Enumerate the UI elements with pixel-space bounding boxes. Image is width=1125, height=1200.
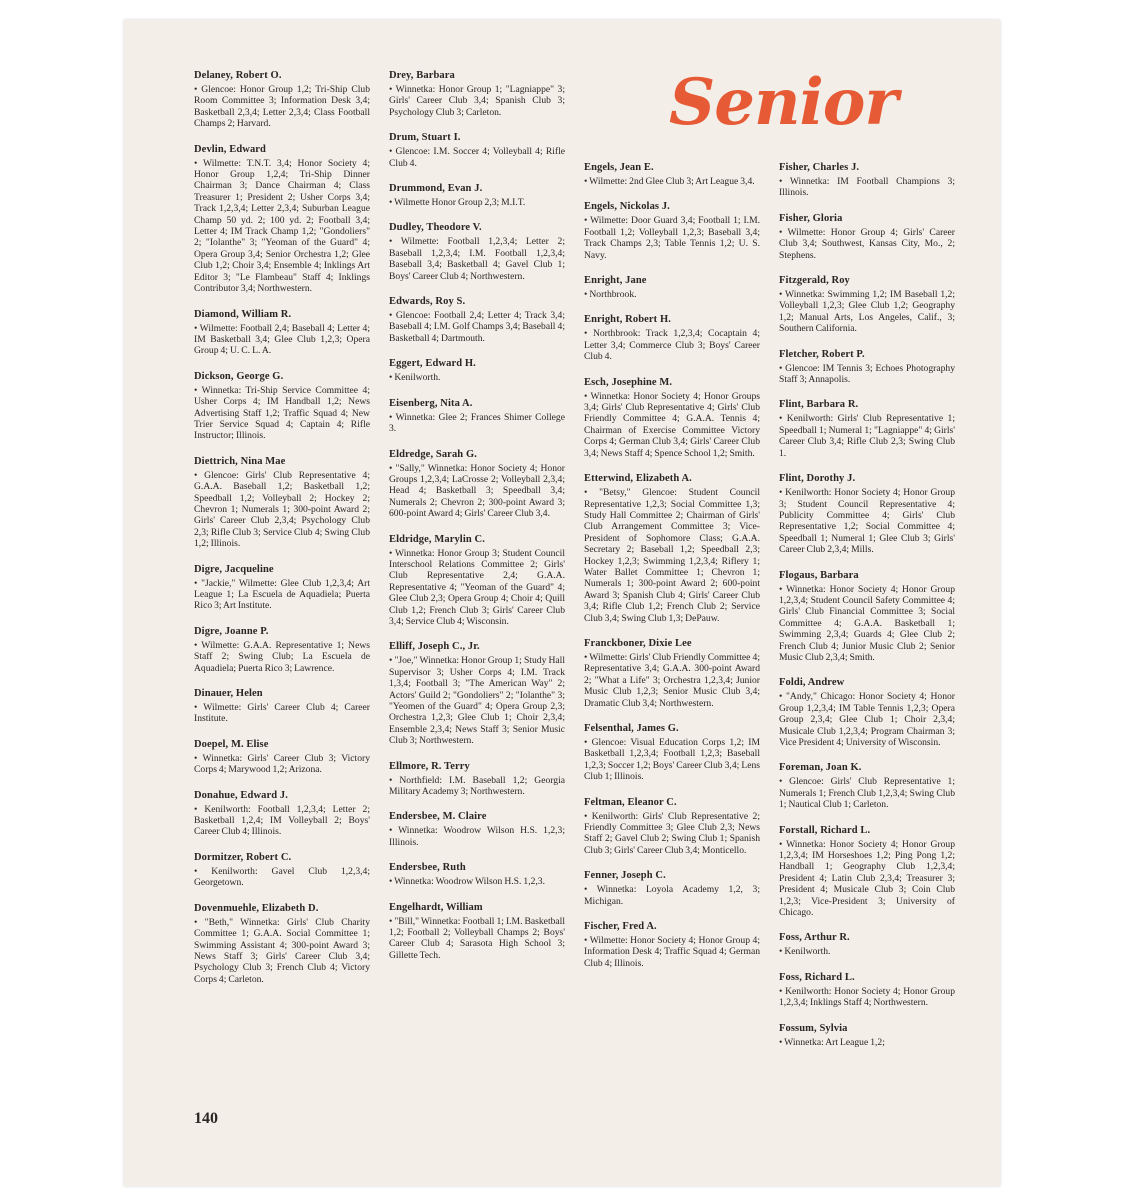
student-activities: • "Bill," Winnetka: Football 1; I.M. Basketball 1,2; Football 2; Volleyball Champs 2; Boys' Career Club 4; Sarasota High School 3; Gillette Tech.: [389, 915, 565, 961]
student-activities: • Winnetka: Girls' Career Club 3; Victory Corps 4; Marywood 1,2; Arizona.: [194, 752, 370, 776]
student-name: Fischer, Fred A.: [584, 921, 657, 933]
student-activities: • Wilmette: Honor Society 4; Honor Group 4; Information Desk 4; Traffic Squad 4; German Club 4; Illinois.: [584, 935, 760, 969]
student-activities: • Wilmette: Door Guard 3,4; Football 1; I.M. Football 1,2; Volleyball 1,2,3; Baseball 3,4; Track Champs 2,3; Table Tennis 1,2; U. S. Navy.: [584, 215, 760, 261]
student-name: Endersbee, Ruth: [389, 862, 466, 874]
student-entry: [779, 1023, 955, 1048]
student-activities: • Glencoe: Girls' Club Representative 1; Numerals 1; French Club 1,2,3,4; Swing Club 1; Nautical Club 1; Carleton.: [779, 776, 955, 811]
student-name: Foldi, Andrew: [779, 677, 845, 689]
section-heading: Senior: [669, 65, 898, 140]
student-entry: [194, 371, 370, 442]
student-name: Engelhardt, William: [389, 901, 483, 913]
student-activities: • Winnetka: Honor Society 4; Honor Groups 3,4; Girls' Club Representative 4; Girls' Club Friendly Committee 4; G.A.A. Tennis 4; Chairman of Exercise Committee Victory Corps 4; German Club 3,4; Girls' Career Club 3,4; News Staff 4; Spence School 1,2; Smith.: [584, 390, 760, 459]
student-entry: [779, 473, 955, 555]
student-name: Elliff, Joseph C., Jr.: [389, 641, 480, 653]
student-activities: • Wilmette: G.A.A. Representative 1; News Staff 2; Swing Club; La Escuela de Aquadiela; Puerta Rico 3; Lawrence.: [194, 639, 370, 674]
student-entry: [779, 570, 955, 664]
student-activities: • Kenilworth: Girls' Club Representative 2; Friendly Committee 3; Glee Club 2,3; News Staff 2; Gavel Club 2; Swing Club 1; Spanish Club 3; Girls' Career Club 3,4; Monticello.: [584, 810, 760, 856]
student-entry: [584, 638, 760, 709]
student-entry: [389, 358, 565, 383]
student-activities: • Northbrook: Track 1,2,3,4; Cocaptain 4; Letter 3,4; Commerce Club 3; Boys' Career Club 4.: [584, 328, 760, 363]
student-entry: [779, 349, 955, 386]
student-name: Flint, Dorothy J.: [779, 473, 856, 485]
student-name: Devlin, Edward: [194, 143, 266, 155]
student-name: Drey, Barbara: [389, 70, 455, 81]
student-entry: [389, 449, 565, 520]
student-name: Eggert, Edward H.: [389, 358, 476, 370]
student-activities: • Kenilworth.: [779, 946, 831, 958]
student-entry: [584, 377, 760, 459]
student-entry: [194, 456, 370, 550]
student-entry: [389, 183, 565, 208]
student-name: Flint, Barbara R.: [779, 399, 859, 411]
student-activities: • Kenilworth: Football 1,2,3,4; Letter 2; Basketball 1,2,4; IM Volleyball 2; Boys' Career Club 4; Illinois.: [194, 803, 370, 838]
student-activities: • Kenilworth: Gavel Club 1,2,3,4; Georgetown.: [194, 865, 370, 889]
student-entry: [194, 688, 370, 725]
student-entry: [389, 70, 565, 118]
student-entry: [389, 761, 565, 798]
student-activities: • Winnetka: Loyola Academy 1,2, 3; Michigan.: [584, 884, 760, 907]
student-activities: • Glencoe: Football 2,4; Letter 4; Track 3,4; Baseball 4; I.M. Golf Champs 3,4; Baseball 4; Basketball 4; Dartmouth.: [389, 310, 565, 344]
student-entry: [194, 739, 370, 776]
student-entry: [584, 921, 760, 969]
student-entry: [584, 797, 760, 857]
student-activities: • Glencoe: Girls' Club Representative 4; G.A.A. Baseball 1,2; Basketball 1,2; Speedball 1,2; Volleyball 2; Hockey 2; Chevron 1; Numerals 1; 300-point Award 2; Girls' Career Club 2,3,4; Psychology Club 2,3; Rifle Club 3; Service Club 4; Swing Club 1,2; Illinois.: [194, 469, 370, 550]
student-activities: • Wilmette: Honor Group 4; Girls' Career Club 3,4; Southwest, Kansas City, Mo., 2; Stephens.: [779, 226, 955, 261]
student-entry: [389, 641, 565, 746]
column-1: [194, 70, 370, 999]
student-name: Eldredge, Sarah G.: [389, 448, 477, 460]
student-name: Ellmore, R. Terry: [389, 760, 470, 772]
page-number: 140: [194, 1110, 218, 1127]
student-activities: • Kenilworth: Honor Society 4; Honor Group 1,2,3,4; Inklings Staff 4; Northwestern.: [779, 985, 955, 1009]
student-entry: [389, 296, 565, 344]
student-name: Eldridge, Marylin C.: [389, 533, 485, 545]
student-entry: [779, 972, 955, 1009]
student-name: Engels, Nickolas J.: [584, 201, 670, 213]
student-activities: • Winnetka: Swimming 1,2; IM Baseball 1,2; Volleyball 1,2,3; Glee Club 1,2; Geography 1,2; Manual Arts, Los Angeles, Calif., 3; Southern California.: [779, 289, 955, 335]
student-activities: • Wilmette: 2nd Glee Club 3; Art League 3,4.: [584, 176, 755, 187]
student-activities: • Wilmette: Football 1,2,3,4; Letter 2; Baseball 1,2,3,4; I.M. Football 1,2,3,4; Baseball 3,4; Basketball 4; Gavel Club 1; Boys' Career Club 4; Northwestern.: [389, 236, 565, 282]
student-name: Digre, Joanne P.: [194, 625, 269, 637]
student-name: Franckboner, Dixie Lee: [584, 637, 692, 649]
student-activities: • Winnetka: Woodrow Wilson H.S. 1,2,3; Illinois.: [389, 825, 565, 848]
student-name: Fenner, Joseph C.: [584, 870, 666, 882]
student-activities: • Wilmette: T.N.T. 3,4; Honor Society 4; Honor Group 1,2,4; Tri-Ship Dinner Chairman 3; Dance Chairman 4; Class Treasurer 1; President 2; Usher Corps 3,4; Track 1,2,3,4; Letter 2,3,4; Suburban League Champ 50 yd. 2; 100 yd. 2; Football 3,4; Letter 4; IM Track Champ 1,2; "Gondoliers" 2; "Iolanthe" 3; "Yeoman of the Guard" 4; Opera Group 3,4; Senior Orchestra 1,2; Glee Club 1,2; Choir 3,4; Ensemble 4; Inklings Art Editor 3; "Le Flambeau" Staff 4; Inklings Contributor 3,4; Northwestern.: [194, 157, 370, 295]
student-entry: [389, 811, 565, 848]
student-name: Fossum, Sylvia: [779, 1022, 848, 1034]
student-name: Enright, Jane: [584, 275, 647, 287]
student-name: Drummond, Evan J.: [389, 183, 483, 195]
student-name: Drum, Stuart I.: [389, 132, 461, 144]
student-activities: • Winnetka: Woodrow Wilson H.S. 1,2,3.: [389, 876, 545, 888]
student-activities: • Northbrook.: [584, 289, 637, 301]
student-entry: [389, 902, 565, 962]
student-name: Dudley, Theodore V.: [389, 222, 482, 234]
student-name: Enright, Robert H.: [584, 314, 671, 326]
student-name: Feltman, Eleanor C.: [584, 796, 677, 808]
student-entry: [584, 275, 760, 300]
student-activities: • Glencoe: I.M. Soccer 4; Volleyball 4; Rifle Club 4.: [389, 146, 565, 169]
student-entry: [194, 790, 370, 838]
student-activities: • Winnetka: Glee 2; Frances Shimer College 3.: [389, 411, 565, 435]
yearbook-page: [124, 20, 1000, 1186]
student-entry: [584, 201, 760, 261]
student-entry: [389, 862, 565, 887]
student-name: Fitzgerald, Roy: [779, 275, 850, 287]
student-name: Dovenmuehle, Elizabeth D.: [194, 902, 319, 914]
student-name: Esch, Josephine M.: [584, 376, 673, 388]
student-entry: [779, 825, 955, 919]
student-activities: • Winnetka: IM Football Champions 3; Illinois.: [779, 176, 955, 199]
student-name: Endersbee, M. Claire: [389, 811, 487, 823]
student-entry: [779, 762, 955, 810]
student-name: Diettrich, Nina Mae: [194, 455, 286, 467]
student-name: Eisenberg, Nita A.: [389, 397, 473, 409]
student-name: Edwards, Roy S.: [389, 296, 466, 308]
student-entry: [779, 213, 955, 261]
student-entry: [584, 870, 760, 907]
student-name: Foss, Richard L.: [779, 971, 855, 983]
student-name: Foreman, Joan K.: [779, 762, 862, 774]
student-name: Doepel, M. Elise: [194, 738, 269, 750]
student-activities: • Wilmette: Football 2,4; Baseball 4; Letter 4; IM Basketball 3,4; Glee Club 1,2,3; Opera Group 4; U. C. L. A.: [194, 322, 370, 357]
student-entry: [194, 70, 370, 130]
student-activities: • Glencoe: IM Tennis 3; Echoes Photography Staff 3; Annapolis.: [779, 362, 955, 386]
student-activities: • Wilmette: Girls' Club Friendly Committee 4; Representative 3,4; G.A.A. 300-point Award 2; "What a Life" 3; Orchestra 1,2,3,4; Junior Music Club 1,2,3; Senior Music Club 3,4; Dramatic Club 3,4; Northwestern.: [584, 651, 760, 709]
student-entry: [389, 222, 565, 282]
column-3: [584, 162, 760, 983]
student-entry: [584, 314, 760, 362]
student-name: Delaney, Robert O.: [194, 70, 282, 81]
student-name: Dickson, George G.: [194, 370, 284, 382]
student-name: Fletcher, Robert P.: [779, 348, 865, 360]
student-name: Fisher, Charles J.: [779, 162, 860, 173]
student-activities: • Kenilworth.: [389, 372, 441, 384]
student-entry: [779, 275, 955, 335]
student-activities: • Winnetka: Tri-Ship Service Committee 4; Usher Corps 4; IM Handball 1,2; News Advertising Staff 1,2; Traffic Squad 4; New Trier Service Squad 4; Captain 4; Rifle Instructor; Illinois.: [194, 384, 370, 442]
student-name: Etterwind, Elizabeth A.: [584, 473, 692, 485]
student-entry: [194, 564, 370, 612]
student-entry: [194, 309, 370, 357]
student-activities: • Winnetka: Honor Society 4; Honor Group 1,2,3,4; Student Council Safety Committee 4; Girls' Club Financial Committee 3; Social Committee 4; G.A.A. Basketball 1; Swimming 2,3,4; Guards 4; Glee Club 2; French Club 4; Junior Music Club 2; Senior Music Club 2,3,4; Smith.: [779, 583, 955, 663]
student-activities: • Wilmette: Girls' Career Club 4; Career Institute.: [194, 702, 370, 725]
student-entry: [389, 534, 565, 628]
student-entry: [779, 932, 955, 957]
student-entry: [389, 132, 565, 169]
student-activities: • Winnetka: Honor Group 3; Student Council Interschool Relations Committee 2; Girls' Club Representative 2,4; G.A.A. Representative 4; "Yeoman of the Guard" 4; Glee Club 2,3; Opera Group 4; Choir 4; Quill Club 1,2; French Club 3; Girls' Career Club 3,4; Service Club 4; Wisconsin.: [389, 547, 565, 627]
student-activities: • Wilmette Honor Group 2,3; M.I.T.: [389, 197, 526, 209]
student-entry: [194, 852, 370, 889]
student-activities: • "Beth," Winnetka: Girls' Club Charity Committee 1; G.A.A. Social Committee 1; Swimming Assistant 4; 300-point Award 3; News Staff 3; Girls' Career Club 3,4; Psychology Club 3; French Club 4; Victory Corps 4; Carleton.: [194, 916, 370, 985]
student-name: Fisher, Gloria: [779, 212, 843, 224]
student-activities: • Glencoe: Visual Education Corps 1,2; IM Basketball 1,2,3,4; Football 1,2,3; Baseball 1,2,3; Soccer 1,2; Boys' Career Club 3,4; Lens Club 1; Illinois.: [584, 737, 760, 783]
student-name: Foss, Arthur R.: [779, 932, 850, 944]
student-activities: • Winnetka: Honor Group 1; "Lagniappe" 3; Girls' Career Club 3,4; Spanish Club 3; Psychology Club 3; Carleton.: [389, 84, 565, 118]
student-activities: • "Jackie," Wilmette: Glee Club 1,2,3,4; Art League 1; La Escuela de Aquadiela; Puerta Rico 3; Art Institute.: [194, 577, 370, 612]
student-entry: [779, 399, 955, 459]
student-activities: • Glencoe: Honor Group 1,2; Tri-Ship Club Room Committee 3; Information Desk 3,4; Basketball 2,3,4; Letter 2,3,4; Class Football Champs 2; Harvard.: [194, 84, 370, 130]
student-name: Felsenthal, James G.: [584, 723, 679, 734]
student-entry: [194, 626, 370, 674]
student-entry: [389, 398, 565, 435]
student-entry: [584, 473, 760, 624]
student-name: Donahue, Edward J.: [194, 789, 288, 801]
student-activities: • "Betsy," Glencoe: Student Council Representative 1,2,3; Social Committee 1,3; Study Hall Committee 2; Chairman of Girls' Club Arrangement Committee 3; Vice-President of Sophomore Class; G.A.A. Secretary 2; Baseball 1,2; Speedball 2,3; Hockey 1,2,3; Swimming 1,2,3,4; Riflery 1; Water Ballet Committee 1; Chevron 1; Numerals 1; 300-point Award 2; 600-point Award 3; Spanish Club 4; Girls' Career Club 3,4; Rifle Club 1,2; French Club 2; Service Club 3,4; Swing Club 1,3; DePauw.: [584, 487, 760, 624]
student-entry: [584, 162, 760, 187]
student-name: Diamond, William R.: [194, 308, 292, 320]
student-entry: [779, 162, 955, 199]
student-entry: [194, 903, 370, 985]
student-activities: • Northfield: I.M. Baseball 1,2; Georgia Military Academy 3; Northwestern.: [389, 774, 565, 798]
student-entry: [779, 677, 955, 748]
student-entry: [194, 144, 370, 295]
student-name: Dormitzer, Robert C.: [194, 851, 292, 863]
column-2: [389, 70, 565, 975]
student-name: Forstall, Richard L.: [779, 824, 871, 836]
student-activities: • Winnetka: Honor Society 4; Honor Group 1,2,3,4; IM Horseshoes 1,2; Ping Pong 1,2; Handball 1; Geography Club 1,2,3,4; President 4; Latin Club 2,3,4; Treasurer 3; President 4; Musicale Club 3; Coin Club 1,2,3; Vice-President 3; University of Chicago.: [779, 838, 955, 919]
student-activities: • Kenilworth: Girls' Club Representative 1; Speedball 1; Numeral 1; "Lagniappe" 4; Girls' Career Club 3,4; Rifle Club 2,3; Swing Club 1.: [779, 413, 955, 459]
student-entry: [584, 723, 760, 783]
student-activities: • "Joe," Winnetka: Honor Group 1; Study Hall Supervisor 3; Usher Corps 4; I.M. Track 1,3,4; Football 3; "The American Way" 2; Actors' Guild 2; "Gondoliers" 2; "Iolanthe" 3; "Yeomen of the Guard" 4; Opera Group 2,3; Orchestra 1,2,3; Glee Club 1; Choir 2,3,4; Ensemble 2,3,4; News Staff 3; Senior Music Club 3; Northwestern.: [389, 655, 565, 747]
student-name: Dinauer, Helen: [194, 688, 263, 700]
student-name: Engels, Jean E.: [584, 162, 654, 173]
column-4: [779, 162, 955, 1062]
student-activities: • Kenilworth: Honor Society 4; Honor Group 3; Student Council Representative 4; Publicity Committee 4; Girls' Club Representative 1,2; Social Committee 4; Speedball 1; Numeral 1; Glee Club 3; Girls' Career Club 2,3,4; Mills.: [779, 487, 955, 556]
student-activities: • "Sally," Winnetka: Honor Society 4; Honor Groups 1,2,3,4; LaCrosse 2; Volleyball 2,3,4; Head 4; Basketball 3; Speedball 3,4; Numerals 2; Chevron 2; 300-point Award 3; 600-point Award 4; Girls' Career Club 3,4.: [389, 462, 565, 520]
student-name: Flogaus, Barbara: [779, 569, 859, 581]
student-activities: • Winnetka: Art League 1,2;: [779, 1036, 885, 1048]
student-name: Digre, Jacqueline: [194, 563, 274, 575]
student-activities: • "Andy," Chicago: Honor Society 4; Honor Group 1,2,3,4; IM Table Tennis 1,2,3; Opera Group 2,3,4; Glee Club 1; Choir 2,3,4; Musicale Club 1,2,3,4; Program Chairman 3; Vice President 4; University of Wisconsin.: [779, 691, 955, 748]
